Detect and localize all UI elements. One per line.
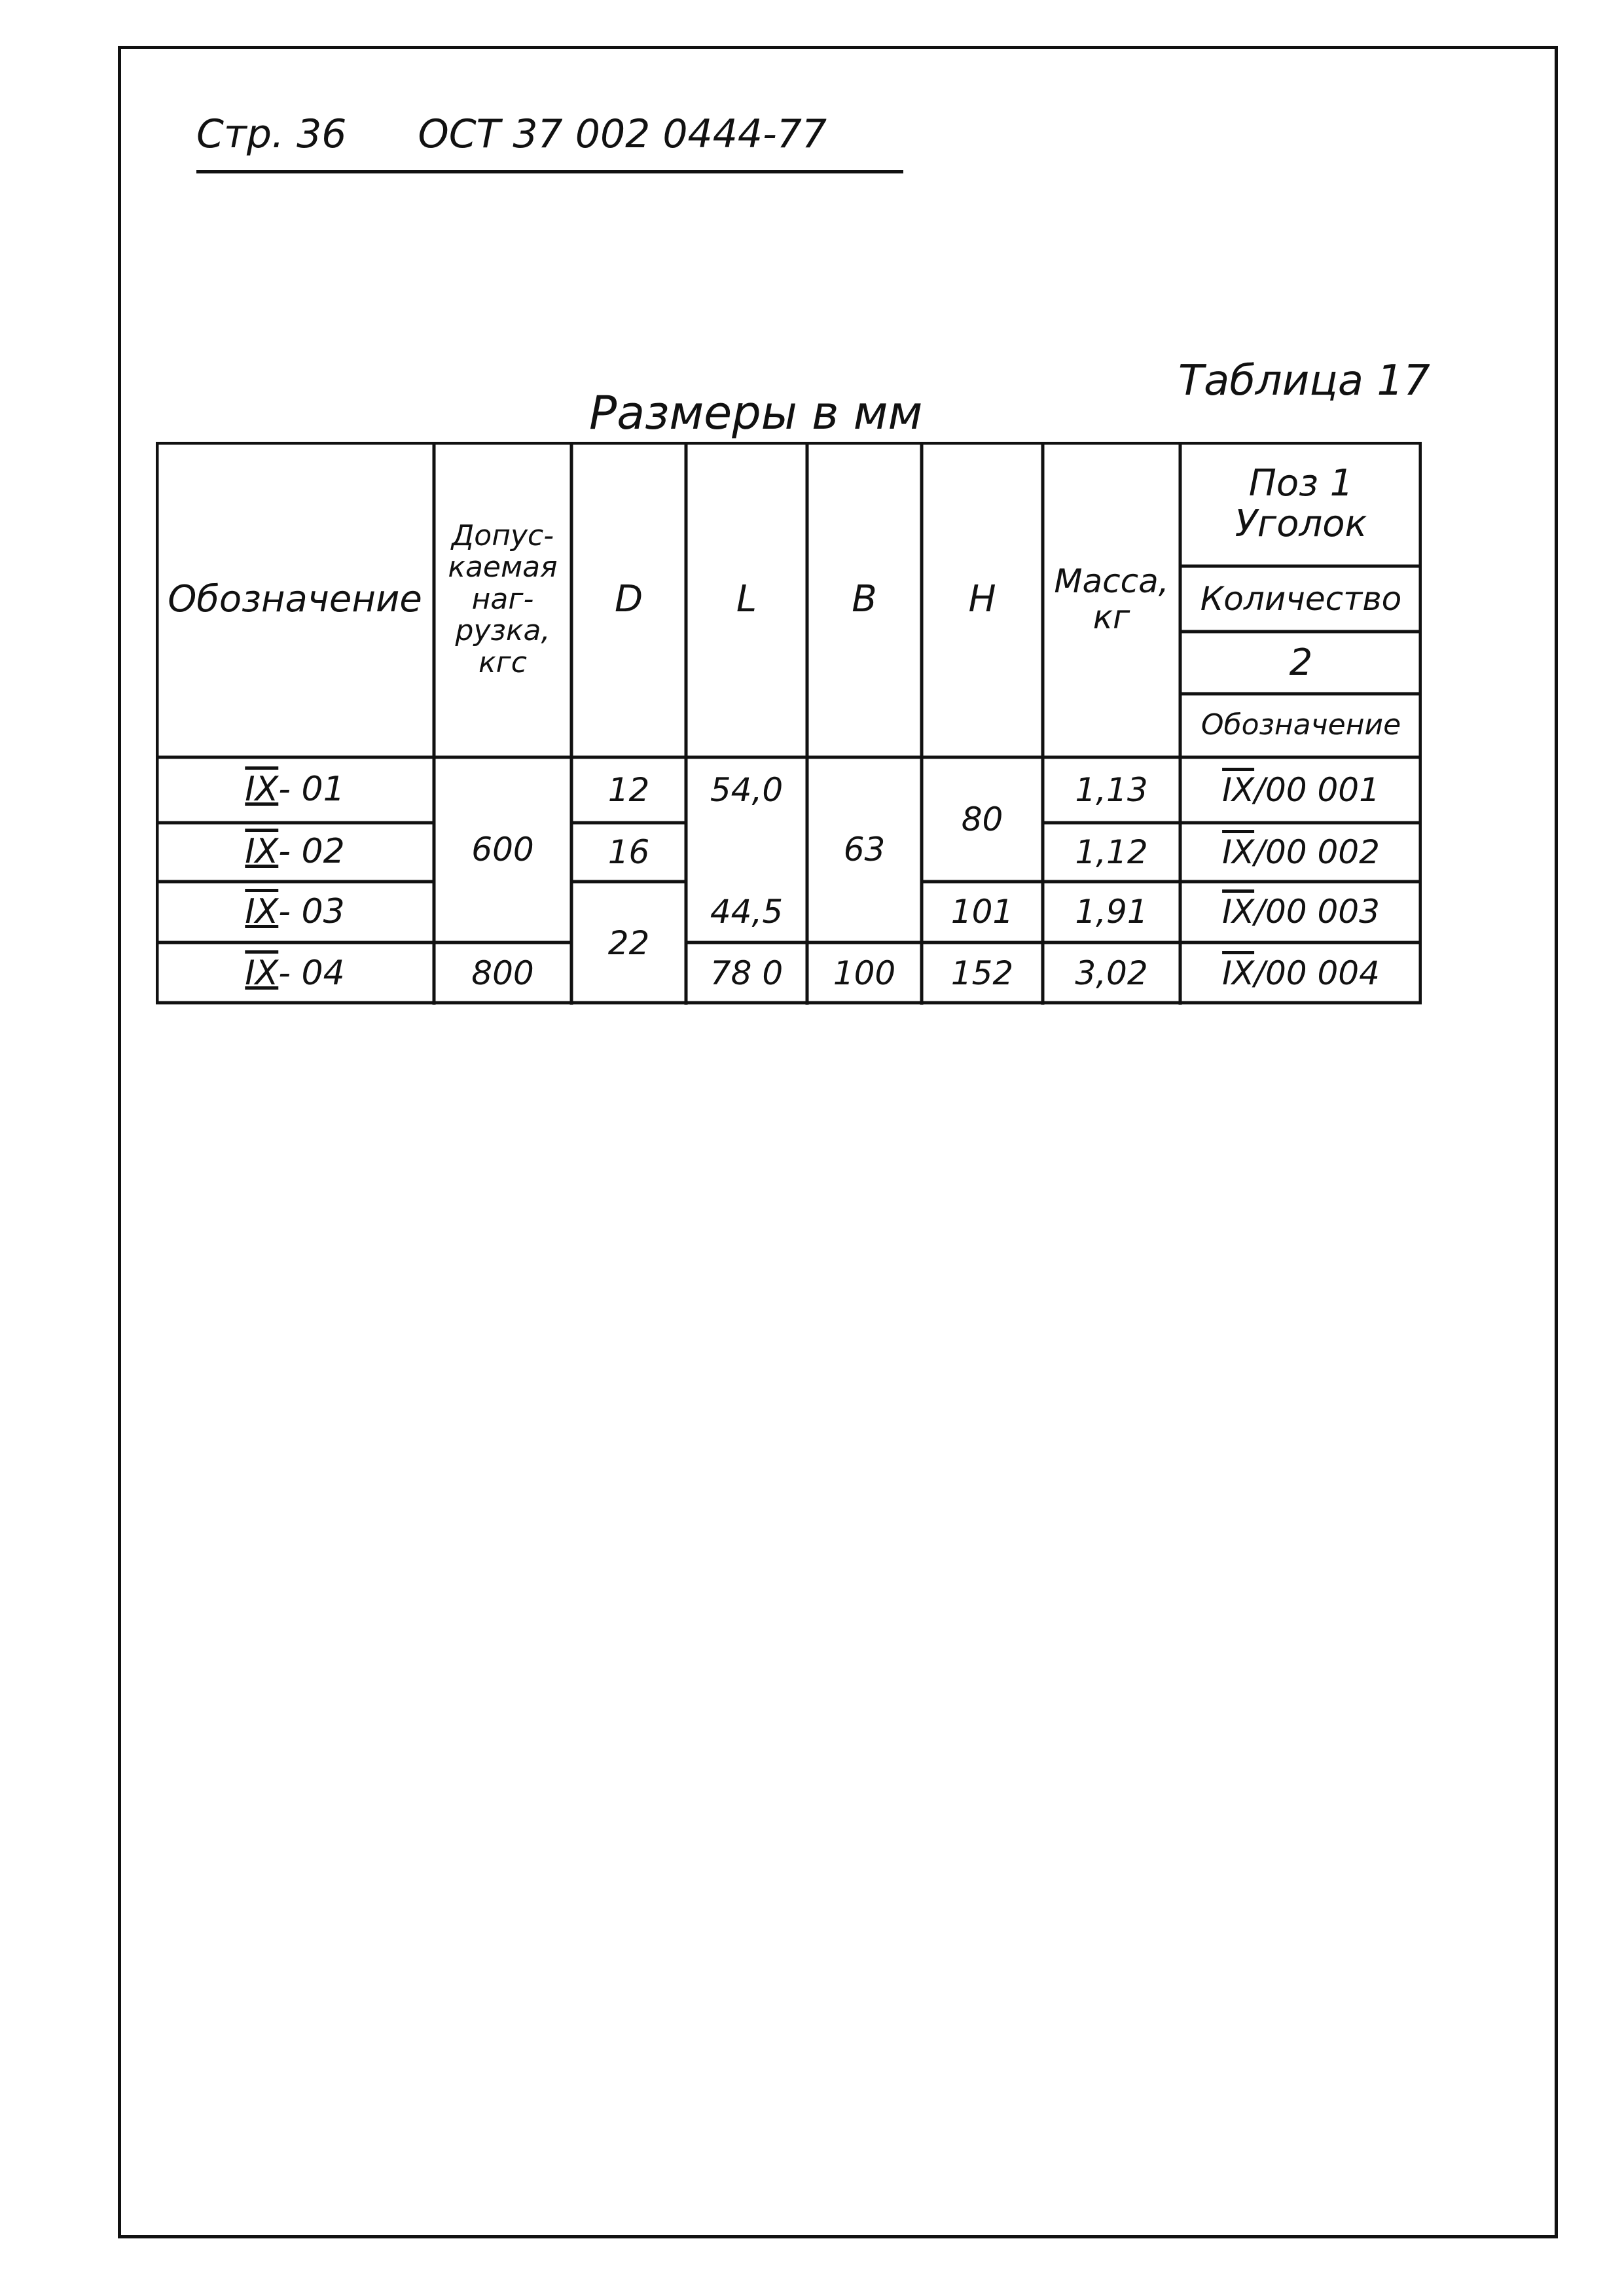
- mass-value: 1,91: [1075, 893, 1148, 931]
- part-roman: $\overline{IX}$: [1222, 833, 1255, 871]
- designation-suffix: - 03: [278, 891, 345, 931]
- col-h: H: [968, 578, 996, 621]
- h-value: 80: [961, 800, 1003, 838]
- l-value: 78 0: [710, 954, 784, 992]
- roman-numeral: IX: [245, 832, 279, 872]
- col-load-line: Допус-: [451, 519, 554, 553]
- part-designation: $\overline{IX}$ / 00 001: [1222, 770, 1380, 809]
- roman-numeral: IX: [245, 891, 279, 931]
- d-value: 12: [607, 770, 650, 809]
- col-position: [1180, 442, 1422, 566]
- load-800: 800: [471, 954, 534, 992]
- col-sub-designation: Обозначение: [1200, 708, 1401, 742]
- part-roman: $\overline{IX}$: [1222, 954, 1255, 992]
- mass-value: 1,12: [1075, 833, 1148, 871]
- roman-numeral: IX: [245, 770, 279, 810]
- b-value: 63: [843, 831, 886, 869]
- part-number: 00 001: [1265, 770, 1380, 809]
- col-qty-value: 2: [1289, 641, 1313, 684]
- col-mass: [1043, 442, 1180, 757]
- load-600: 600: [471, 831, 534, 869]
- designation-suffix: - 02: [278, 832, 345, 872]
- col-mass-line: кг: [1092, 598, 1130, 636]
- col-qty-label: Количество: [1200, 579, 1402, 618]
- col-l: L: [736, 578, 757, 621]
- l-value: 54,0: [710, 770, 784, 809]
- row-designation: [156, 942, 434, 1005]
- part-number: 00 002: [1265, 833, 1380, 871]
- part-number: 00 003: [1265, 893, 1380, 931]
- table-caption: Размеры в мм: [589, 386, 923, 440]
- col-b: B: [852, 578, 877, 621]
- roman-numeral: IX: [245, 953, 279, 993]
- mass-value: 1,13: [1075, 770, 1148, 809]
- page-number: Стр. 36: [196, 111, 347, 157]
- col-load-line: кгс: [478, 645, 527, 679]
- b-value: 100: [833, 954, 896, 992]
- mass-value: 3,02: [1075, 954, 1148, 992]
- col-load-line: наг-: [471, 582, 534, 616]
- part-designation: $\overline{IX}$ / 00 004: [1222, 954, 1380, 992]
- row-designation: [156, 823, 434, 882]
- part-designation: $\overline{IX}$ / 00 002: [1222, 833, 1380, 871]
- part-number: 00 004: [1265, 954, 1380, 992]
- d-value: 16: [607, 833, 650, 871]
- d-value: 22: [607, 924, 650, 962]
- standard-code: ОСТ 37 002 0444-77: [418, 111, 827, 157]
- col-mass-line: Масса,: [1054, 562, 1169, 600]
- l-value: 44,5: [710, 893, 784, 931]
- designation-suffix: - 04: [278, 953, 345, 993]
- col-designation: Обозначение: [168, 578, 422, 621]
- designation-suffix: - 01: [278, 770, 345, 810]
- page-header: [196, 105, 903, 173]
- h-value: 101: [950, 893, 1014, 931]
- dimensions-table: [156, 442, 1422, 1005]
- part-roman: $\overline{IX}$: [1222, 893, 1255, 931]
- pos-name: Уголок: [1235, 503, 1367, 545]
- row-designation: [156, 882, 434, 942]
- table-number: Таблица 17: [1178, 357, 1430, 405]
- col-load: [434, 442, 571, 757]
- part-roman: $\overline{IX}$: [1222, 770, 1255, 809]
- col-d: D: [614, 578, 643, 621]
- h-value: 152: [950, 954, 1014, 992]
- col-load-line: каемая: [448, 550, 558, 584]
- row-designation: [156, 757, 434, 823]
- part-designation: $\overline{IX}$ / 00 003: [1222, 893, 1380, 931]
- pos-title: Поз 1: [1248, 462, 1354, 505]
- col-load-line: рузка,: [455, 614, 550, 648]
